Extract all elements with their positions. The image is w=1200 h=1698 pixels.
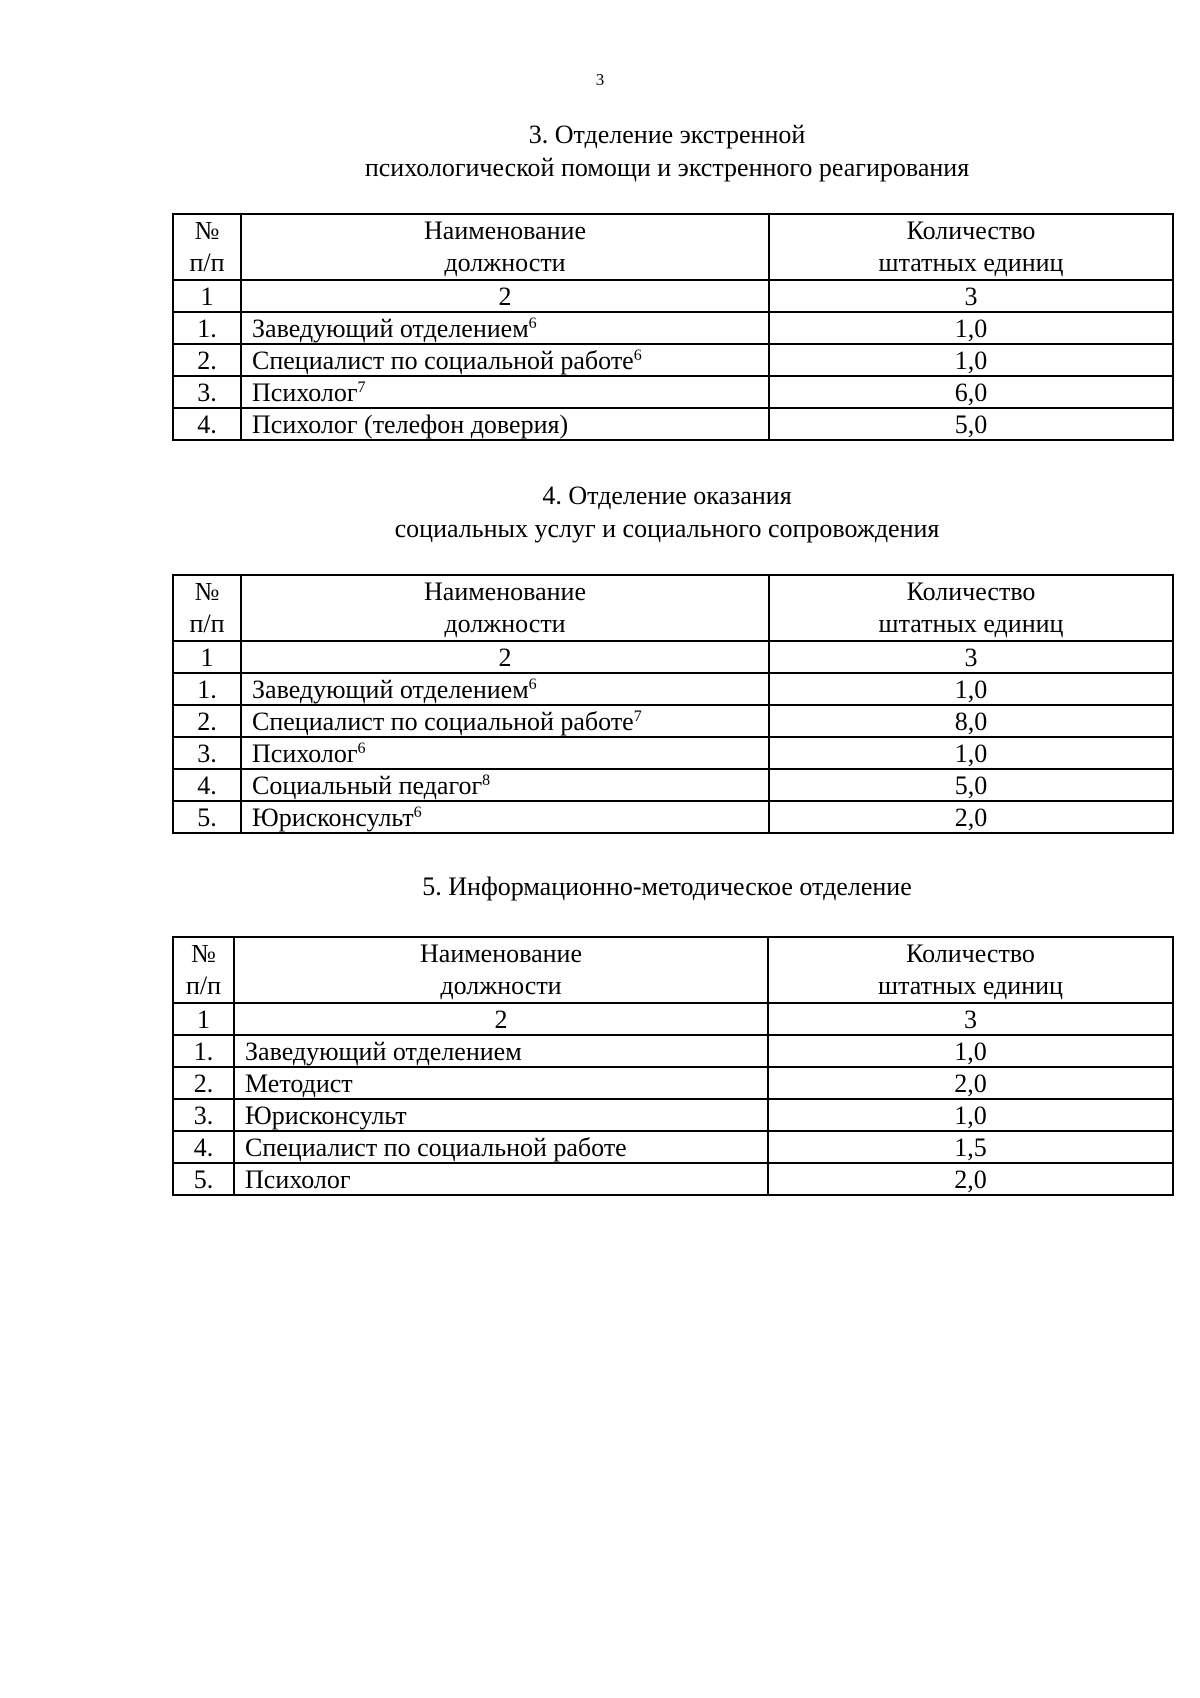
name-header-line: Наименование [424, 216, 586, 245]
staff-quantity-cell: 8,0 [769, 705, 1173, 737]
position-name: Психолог [252, 377, 358, 407]
num-header-line: п/п [185, 971, 222, 1000]
footnote-marker: 7 [357, 378, 366, 396]
staff-quantity-cell: 5,0 [769, 408, 1173, 440]
num-header-line: № [194, 577, 220, 606]
position-name-cell [241, 769, 769, 801]
position-name-cell [241, 737, 769, 769]
name-header-line: Наименование [424, 577, 586, 606]
name-header-line: должности [444, 248, 566, 277]
row-number-cell: 3. [173, 376, 241, 408]
header-row [173, 214, 1173, 280]
position-name: Психолог [245, 1164, 351, 1194]
qty-header [768, 937, 1173, 1003]
qty-header-line: штатных единиц [878, 609, 1064, 638]
table-row [173, 1099, 1173, 1131]
column-number-row [173, 1003, 1173, 1035]
position-name: Специалист по социальной работе [252, 706, 634, 736]
table-row [173, 769, 1173, 801]
table-row [173, 1131, 1173, 1163]
footnote-marker: 7 [633, 707, 642, 725]
position-name-cell [234, 1131, 768, 1163]
position-name: Социальный педагог [252, 770, 483, 800]
qty-header-line: штатных единиц [878, 248, 1064, 277]
position-name-cell [234, 1099, 768, 1131]
position-name-cell [241, 673, 769, 705]
column-number-cell: 3 [769, 641, 1173, 673]
column-number-cell: 2 [241, 641, 769, 673]
staff-quantity-cell: 1,0 [768, 1099, 1173, 1131]
staff-quantity-cell: 2,0 [769, 801, 1173, 833]
row-number-cell: 3. [173, 737, 241, 769]
num-header [173, 937, 234, 1003]
position-name-cell [241, 705, 769, 737]
staff-quantity-cell: 1,5 [768, 1131, 1173, 1163]
section-title-line: 5. Информационно-методическое отделение [422, 872, 912, 901]
staff-quantity-cell: 6,0 [769, 376, 1173, 408]
name-header-line: должности [444, 609, 566, 638]
table-row [173, 408, 1173, 440]
column-number-cell: 2 [241, 280, 769, 312]
column-number-cell: 1 [173, 280, 241, 312]
row-number-cell: 1. [173, 312, 241, 344]
row-number-cell: 4. [173, 1131, 234, 1163]
row-number-cell: 2. [173, 1067, 234, 1099]
position-name-cell [234, 1035, 768, 1067]
staff-quantity-cell: 1,0 [768, 1035, 1173, 1067]
column-number-cell: 3 [769, 280, 1173, 312]
name-header [241, 575, 769, 641]
position-name-cell [241, 801, 769, 833]
staff-quantity-cell: 2,0 [768, 1163, 1173, 1195]
footnote-marker: 6 [633, 346, 642, 364]
header-row [173, 575, 1173, 641]
position-name-cell [234, 1067, 768, 1099]
table-row [173, 1035, 1173, 1067]
column-number-cell: 1 [173, 641, 241, 673]
staff-quantity-cell: 1,0 [769, 312, 1173, 344]
staff-quantity-cell: 1,0 [769, 673, 1173, 705]
table-row [173, 737, 1173, 769]
row-number-cell: 3. [173, 1099, 234, 1131]
table-row [173, 344, 1173, 376]
section-title [0, 479, 1200, 545]
position-name-cell [241, 376, 769, 408]
qty-header-line: Количество [906, 216, 1036, 245]
position-name: Юрисконсульт [252, 802, 414, 832]
section-title [0, 118, 1200, 184]
position-name: Юрисконсульт [245, 1100, 407, 1130]
column-number-row [173, 641, 1173, 673]
position-name: Методист [245, 1068, 353, 1098]
table-row [173, 1163, 1173, 1195]
footnote-marker: 6 [357, 739, 366, 757]
qty-header-line: штатных единиц [878, 971, 1063, 1000]
row-number-cell: 4. [173, 408, 241, 440]
name-header-line: Наименование [420, 939, 582, 968]
footnote-marker: 8 [482, 771, 491, 789]
table-row [173, 1067, 1173, 1099]
position-name: Психолог [252, 738, 358, 768]
section-title-line: социальных услуг и социального сопровождения [394, 514, 940, 543]
row-number-cell: 5. [173, 1163, 234, 1195]
table-row [173, 801, 1173, 833]
qty-header-line: Количество [906, 577, 1036, 606]
qty-header [769, 214, 1173, 280]
table-row [173, 705, 1173, 737]
staff-quantity-cell: 1,0 [769, 737, 1173, 769]
position-name-cell [241, 312, 769, 344]
position-name-cell [234, 1163, 768, 1195]
table-row [173, 376, 1173, 408]
staff-table [172, 936, 1174, 1196]
num-header-line: № [194, 216, 220, 245]
position-name: Психолог (телефон доверия) [252, 409, 569, 439]
header-row [173, 937, 1173, 1003]
staff-quantity-cell: 1,0 [769, 344, 1173, 376]
staff-table [172, 213, 1174, 441]
position-name: Заведующий отделением [245, 1036, 522, 1066]
position-name: Заведующий отделением [252, 313, 529, 343]
footnote-marker: 6 [528, 675, 537, 693]
row-number-cell: 5. [173, 801, 241, 833]
section-title-line: 4. Отделение оказания [542, 481, 792, 510]
num-header-line: п/п [189, 609, 225, 638]
row-number-cell: 2. [173, 705, 241, 737]
column-number-cell: 2 [234, 1003, 768, 1035]
position-name: Заведующий отделением [252, 674, 529, 704]
position-name: Специалист по социальной работе [252, 345, 634, 375]
row-number-cell: 1. [173, 673, 241, 705]
num-header-line: п/п [189, 248, 225, 277]
section-title-line: психологической помощи и экстренного реагирования [364, 153, 970, 182]
table-row [173, 312, 1173, 344]
column-number-cell: 1 [173, 1003, 234, 1035]
footnote-marker: 6 [528, 314, 537, 332]
staff-quantity-cell: 2,0 [768, 1067, 1173, 1099]
page-number: 3 [595, 70, 605, 89]
position-name-cell [241, 408, 769, 440]
section-title [0, 870, 1200, 903]
table-row [173, 673, 1173, 705]
name-header [234, 937, 768, 1003]
row-number-cell: 1. [173, 1035, 234, 1067]
row-number-cell: 2. [173, 344, 241, 376]
position-name: Специалист по социальной работе [245, 1132, 627, 1162]
num-header [173, 575, 241, 641]
column-number-row [173, 280, 1173, 312]
name-header-line: должности [440, 971, 562, 1000]
num-header-line: № [191, 939, 216, 968]
staff-table [172, 574, 1174, 834]
staff-quantity-cell: 5,0 [769, 769, 1173, 801]
footnote-marker: 6 [413, 803, 422, 821]
row-number-cell: 4. [173, 769, 241, 801]
name-header [241, 214, 769, 280]
num-header [173, 214, 241, 280]
section-title-line: 3. Отделение экстренной [528, 120, 806, 149]
position-name-cell [241, 344, 769, 376]
qty-header [769, 575, 1173, 641]
column-number-cell: 3 [768, 1003, 1173, 1035]
qty-header-line: Количество [906, 939, 1035, 968]
